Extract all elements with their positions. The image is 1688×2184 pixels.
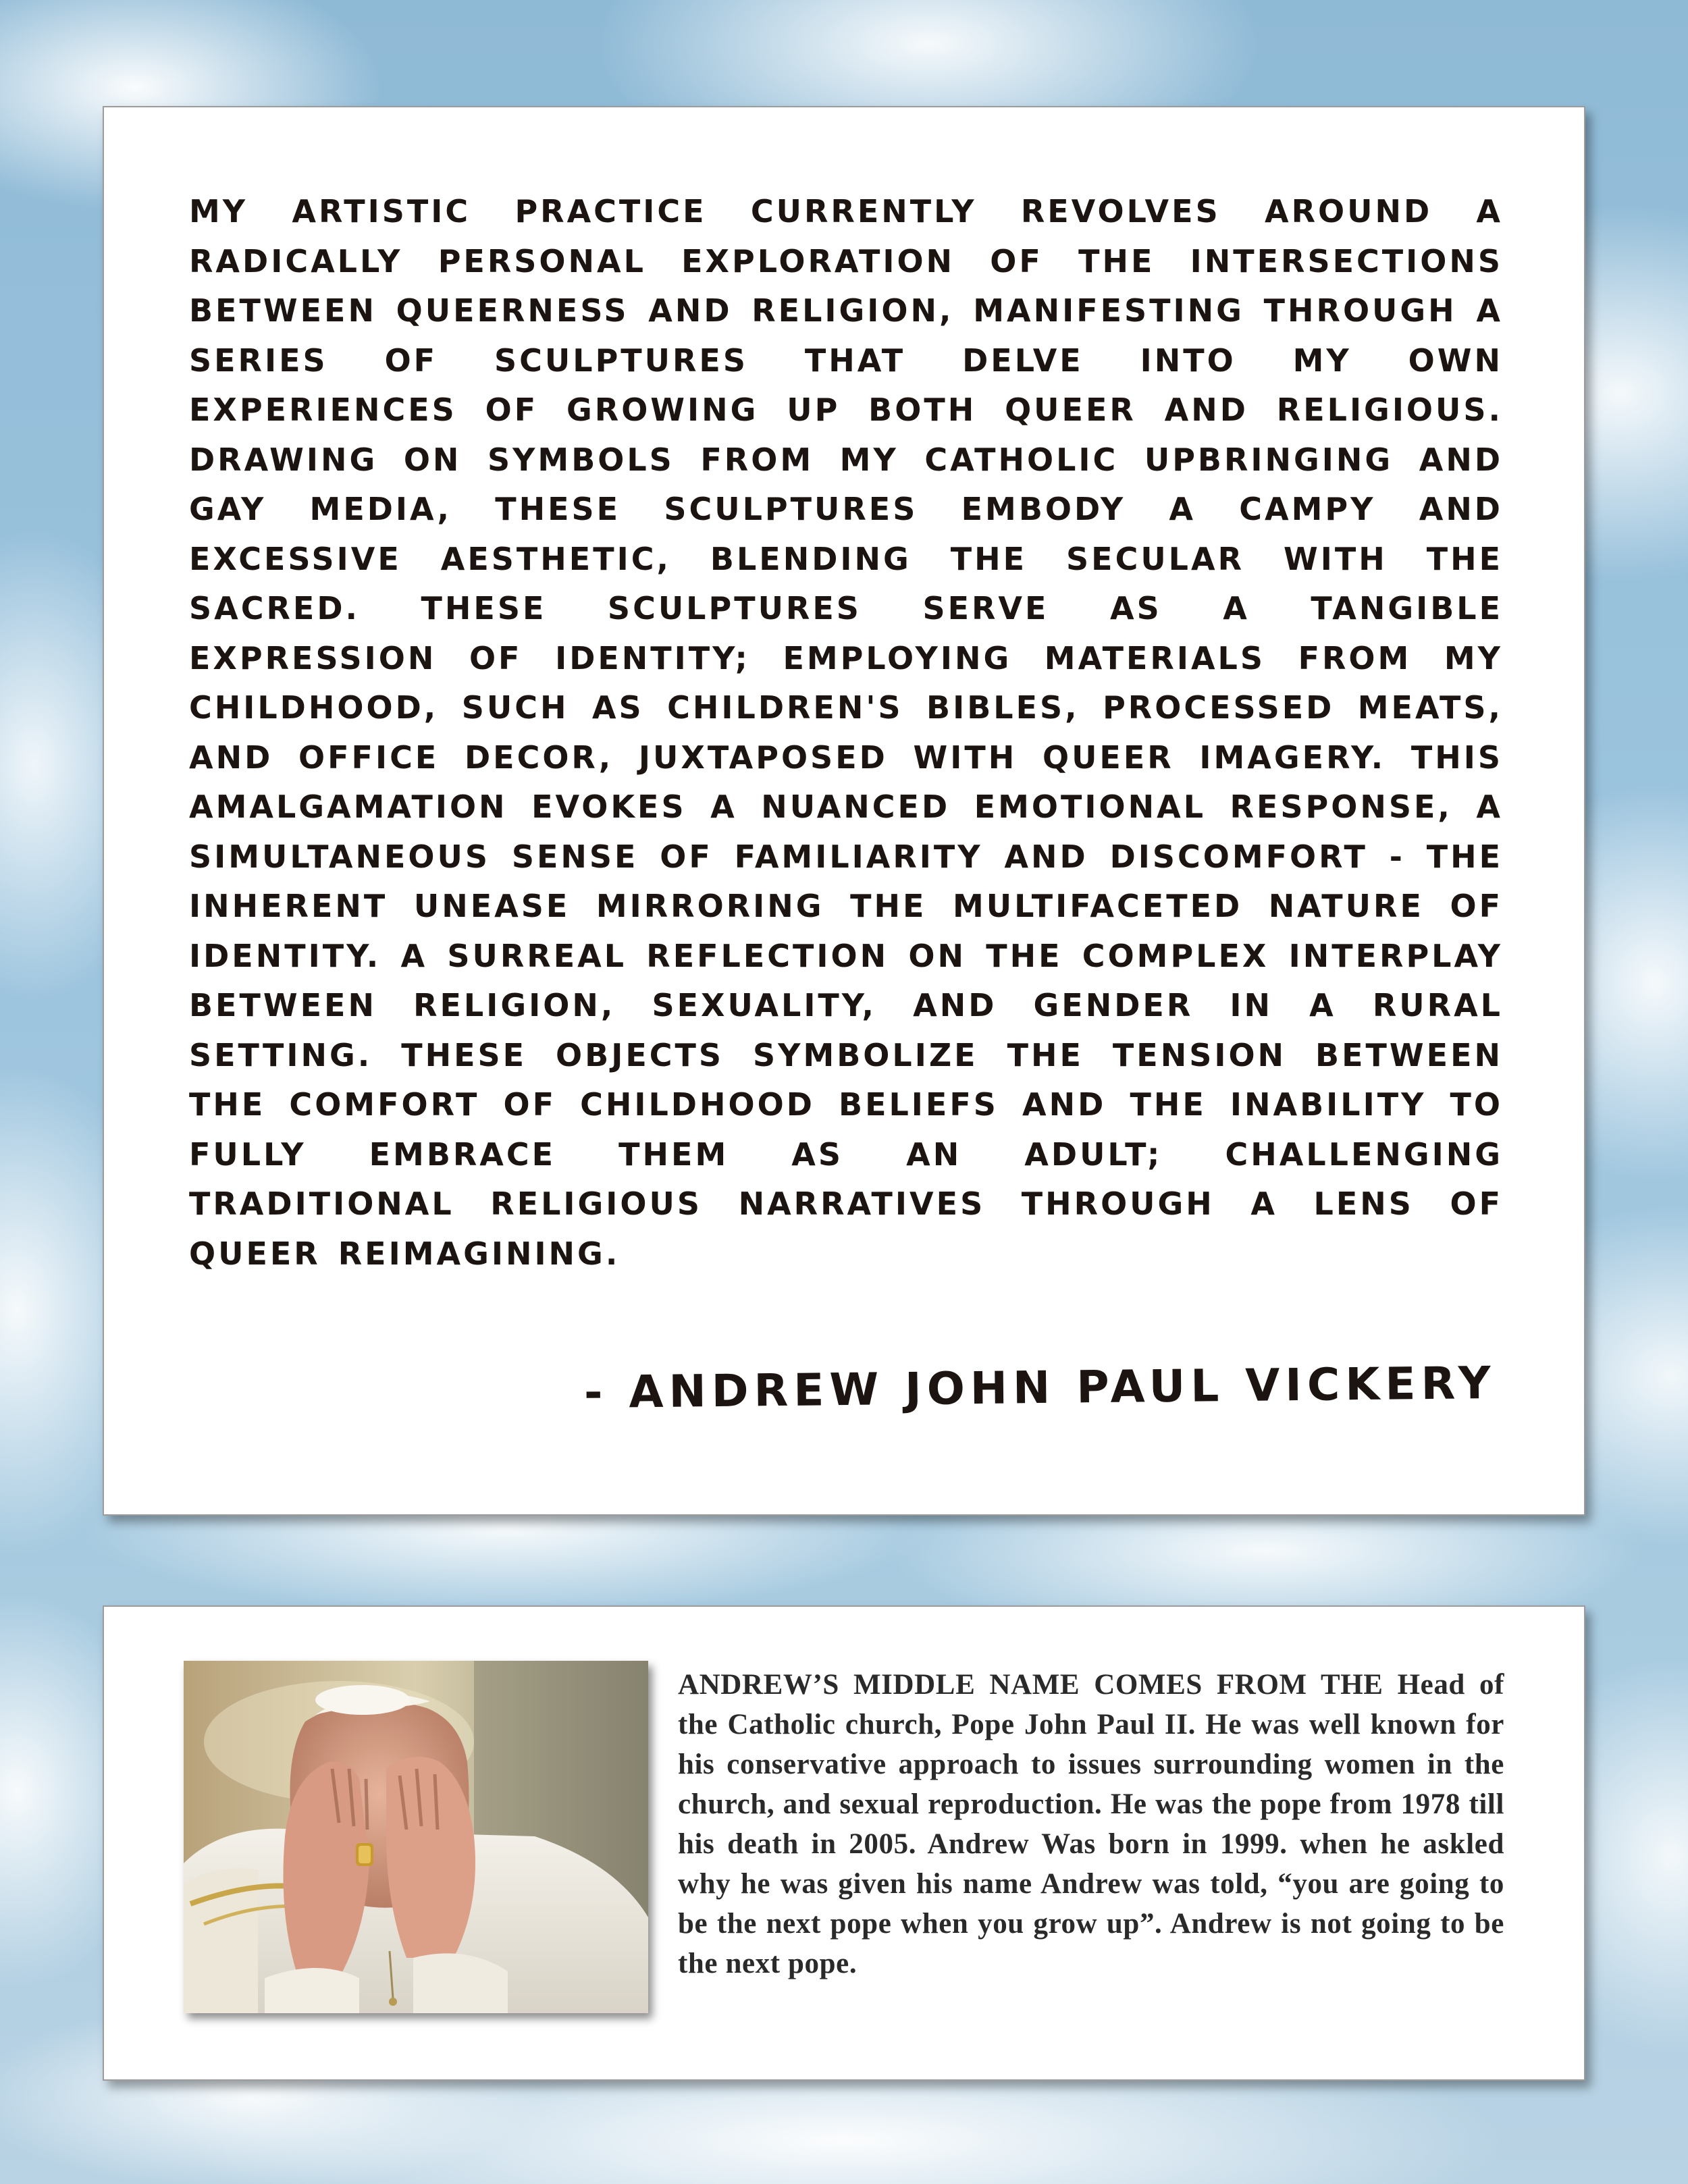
name-origin-text: ANDREW’S MIDDLE NAME COMES FROM THE Head of the Catholic church, Pope John Paul II. He was well known for his conservative approach to issues surrounding women in the church, and sexual reproduction. He was the pope from 1978 till his death in 2005. Andrew Was born in 1999. when he askled why he was given his name Andrew was told, “you are going to be the next pope when you grow up”. Andrew is not going to be the next pope. [678,1669,1504,1979]
artist-signature: - ANDREW JOHN PAUL VICKERY [584,1356,1497,1419]
pope-photo [184,1661,648,2013]
name-origin-panel [103,1605,1585,2081]
artist-statement-text: MY ARTISTIC PRACTICE CURRENTLY REVOLVES AROUND A RADICALLY PERSONAL EXPLORATION OF THE INTERSECTIONS BETWEEN QUEERNESS AND RELIGION, MANIFESTING THROUGH A SERIES OF SCULPTURES THAT DELVE INTO MY OWN EXPERIENCES OF GROWING UP BOTH QUEER AND RELIGIOUS. DRAWING ON SYMBOLS FROM MY CATHOLIC UPBRINGING AND GAY MEDIA, THESE SCULPTURES EMBODY A CAMPY AND EXCESSIVE AESTHETIC, BLENDING THE SECULAR WITH THE SACRED. THESE SCULPTURES SERVE AS A TANGIBLE EXPRESSION OF IDENTITY; EMPLOYING MATERIALS FROM MY CHILDHOOD, SUCH AS CHILDREN'S BIBLES, PROCESSED MEATS, AND OFFICE DECOR, JUXTAPOSED WITH QUEER IMAGERY. THIS AMALGAMATION EVOKES A NUANCED EMOTIONAL RESPONSE, A SIMULTANEOUS SENSE OF FAMILIARITY AND DISCOMFORT - THE INHERENT UNEASE MIRRORING THE MULTIFACETED NATURE OF IDENTITY. A SURREAL REFLECTION ON THE COMPLEX INTERPLAY BETWEEN RELIGION, SEXUALITY, AND GENDER IN A RURAL SETTING. THESE OBJECTS SYMBOLIZE THE TENSION BETWEEN THE COMFORT OF CHILDHOOD BELIEFS AND THE INABILITY TO FULLY EMBRACE THEM AS AN ADULT; CHALLENGING TRADITIONAL RELIGIOUS NARRATIVES THROUGH A LENS OF QUEER REIMAGINING. [189,193,1503,1272]
pope-photo-illustration [184,1661,648,2013]
artist-statement-panel [103,106,1585,1516]
